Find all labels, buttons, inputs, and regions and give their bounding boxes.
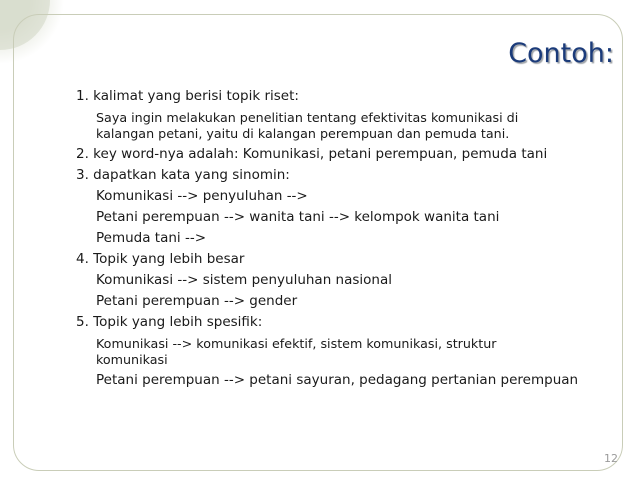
sub-item: Komunikasi --> sistem penyuluhan nasional: [96, 272, 392, 288]
numbered-item: 4. Topik yang lebih besar: [76, 251, 245, 267]
numbered-item: 1. kalimat yang berisi topik riset:: [76, 88, 299, 104]
slide-body: [76, 86, 616, 391]
sub-item: Petani perempuan --> petani sayuran, pedagang pertanian perempuan: [96, 372, 579, 388]
numbered-item: 5. Topik yang lebih spesifik:: [76, 314, 263, 330]
sub-item: Komunikasi --> komunikasi efektif, sistem komunikasi, struktur: [96, 336, 497, 351]
sub-item: komunikasi: [96, 351, 168, 367]
numbered-item: 3. dapatkan kata yang sinomin:: [76, 167, 290, 183]
numbered-item: 2. key word-nya adalah: Komunikasi, petani perempuan, pemuda tani: [76, 146, 548, 162]
sub-item: kalangan petani, yaitu di kalangan perempuan dan pemuda tani.: [96, 125, 510, 141]
sub-item: Petani perempuan --> wanita tani --> kelompok wanita tani: [96, 209, 500, 225]
sub-item: Komunikasi --> penyuluhan -->: [96, 188, 308, 204]
page-number: 12: [604, 452, 618, 465]
slide-title: Contoh:: [508, 38, 614, 69]
sub-item: Petani perempuan --> gender: [96, 293, 298, 309]
sub-item: Pemuda tani -->: [96, 230, 207, 246]
sub-item: Saya ingin melakukan penelitian tentang efektivitas komunikasi di: [96, 110, 519, 125]
